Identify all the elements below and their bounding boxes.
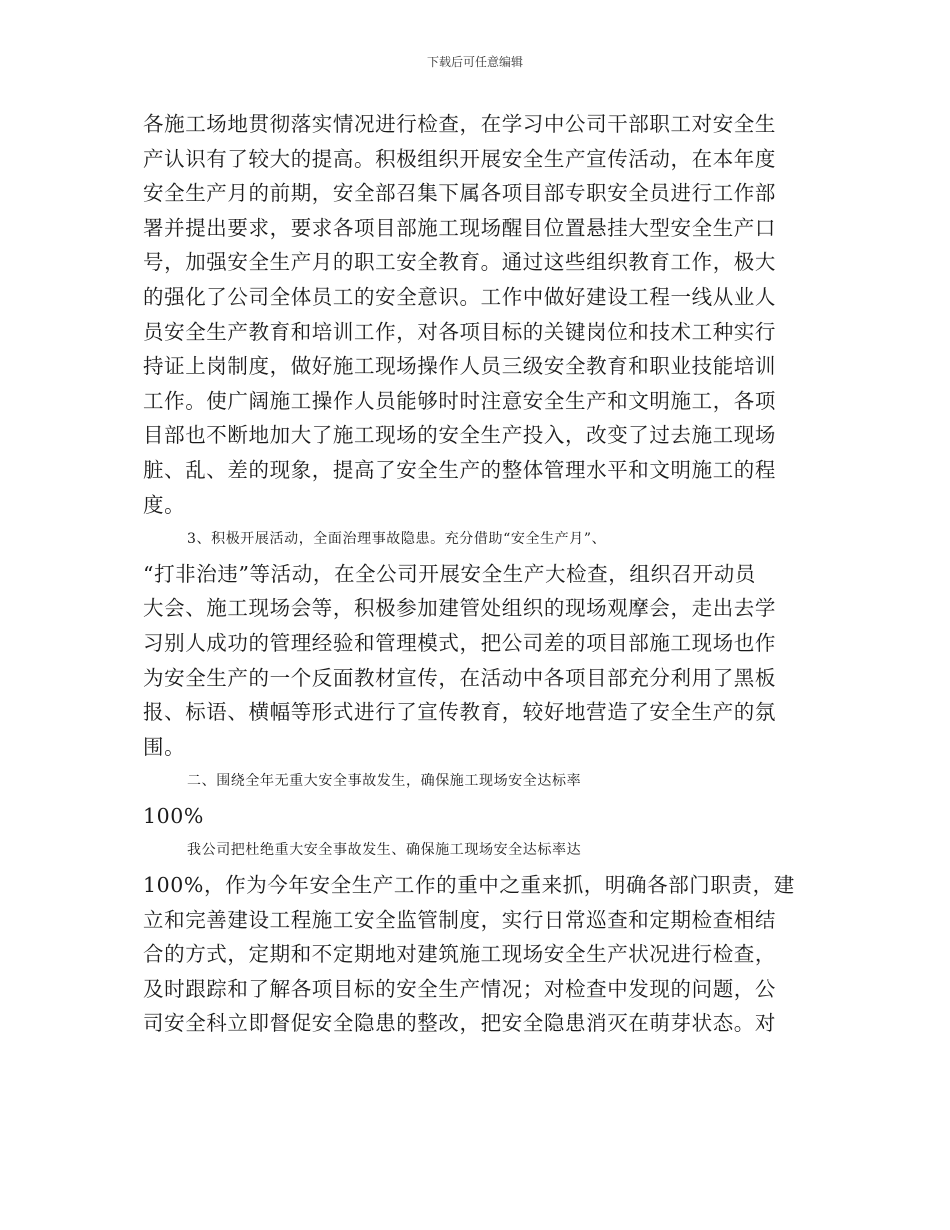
- body-line: 工作。使广阔施工操作人员能够时时注意安全生产和文明施工，各项: [143, 388, 776, 413]
- body-line: 我公司把杜绝重大安全事故发生、确保施工现场安全达标率达: [187, 842, 582, 859]
- document-body: [143, 107, 803, 1041]
- body-line: 产认识有了较大的提高。积极组织开展安全生产宣传活动，在本年度: [143, 146, 776, 171]
- body-line: 各施工场地贯彻落实情况进行检查，在学习中公司干部职工对安全生: [143, 112, 776, 136]
- body-line: “打非治违”等活动，在全公司开展安全生产大检查，组织召开动员: [143, 561, 756, 586]
- body-line: 脏、乱、差的现象，提高了安全生产的整体管理水平和文明施工的程: [143, 457, 776, 482]
- body-line: 持证上岗制度，做好施工现场操作人员三级安全教育和职业技能培训: [143, 354, 776, 379]
- body-line: 目部也不断地加大了施工现场的安全生产投入，改变了过去施工现场: [143, 423, 776, 448]
- body-line: 员安全生产教育和培训工作，对各项目标的关键岗位和技术工种实行: [143, 319, 776, 344]
- body-line: 习别人成功的管理经验和管理模式，把公司差的项目部施工现场也作: [143, 630, 776, 655]
- body-line: 署并提出要求，要求各项目部施工现场醒目位置悬挂大型安全生产口: [143, 215, 776, 240]
- body-line: 报、标语、横幅等形式进行了宣传教育，较好地营造了安全生产的氛: [143, 700, 776, 725]
- body-line: 二、围绕全年无重大安全事故发生，确保施工现场安全达标率: [187, 773, 582, 790]
- body-line: 3、积极开展活动，全面治理事故隐患。充分借助“安全生产月”、: [187, 531, 607, 548]
- body-line: 100%，作为今年安全生产工作的重中之重来抓，明确各部门职责，建: [143, 873, 795, 898]
- body-line: 度。: [143, 492, 186, 517]
- body-line: 合的方式，定期和不定期地对建筑施工现场安全生产状况进行检查，: [143, 942, 776, 967]
- page-header: 下载后可任意编辑: [426, 55, 523, 69]
- body-line: 安全生产月的前期，安全部召集下属各项目部专职安全员进行工作部: [143, 181, 776, 206]
- body-line: 大会、施工现场会等，积极参加建管处组织的现场观摩会，走出去学: [143, 596, 776, 621]
- body-line: 司安全科立即督促安全隐患的整改，把安全隐患消灭在萌芽状态。对: [143, 1011, 776, 1036]
- body-line: 及时跟踪和了解各项目标的安全生产情况；对检查中发现的问题，公: [143, 976, 776, 1001]
- body-line: 号，加强安全生产月的职工安全教育。通过这些组织教育工作，极大: [143, 250, 776, 275]
- body-line: 围。: [143, 734, 186, 759]
- body-line: 立和完善建设工程施工安全监管制度，实行日常巡查和定期检查相结: [143, 907, 776, 932]
- body-line: 为安全生产的一个反面教材宣传，在活动中各项目部充分利用了黑板: [143, 665, 776, 690]
- body-line: 100%: [143, 803, 205, 828]
- body-line: 的强化了公司全体员工的安全意识。工作中做好建设工程一线从业人: [143, 284, 776, 309]
